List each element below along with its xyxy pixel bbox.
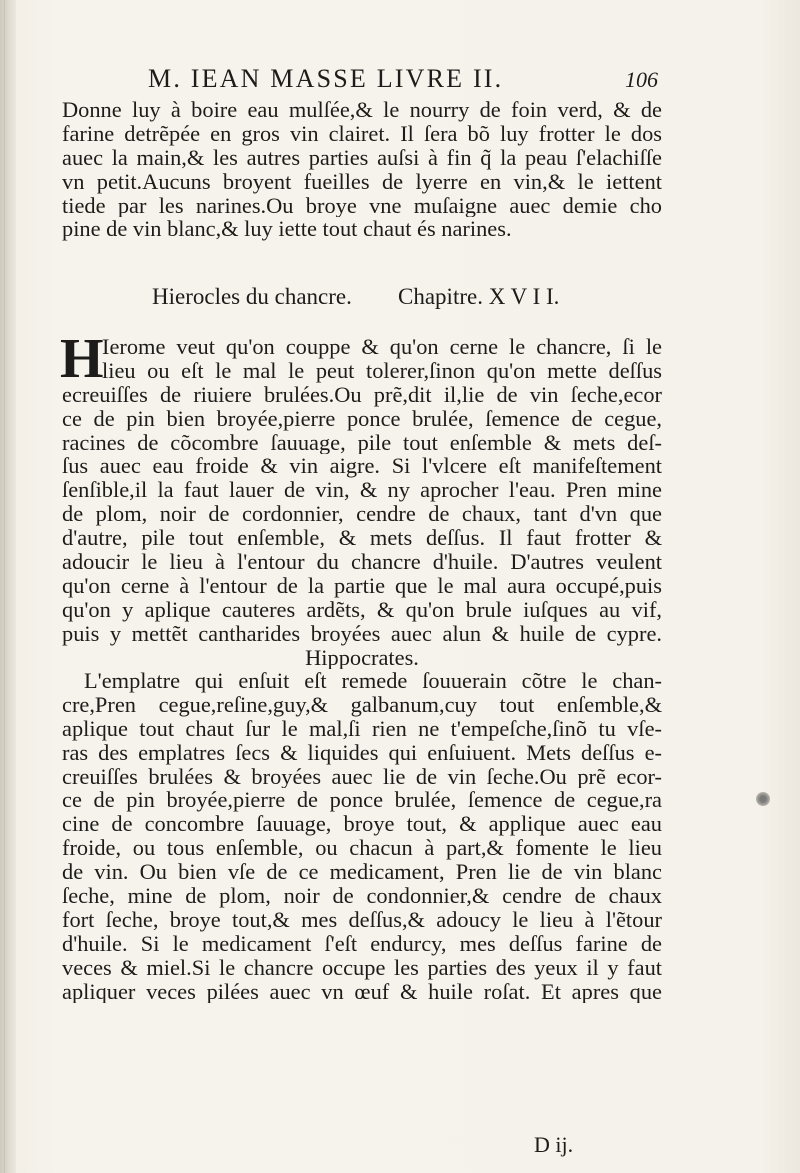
text-line: ſeche, mine de plom, noir de condonnier,& cendre de chaux <box>62 884 662 908</box>
text-line: fort ſeche, broye tout,& mes deſſus,& adoucy le lieu à l'ẽtour <box>62 907 662 932</box>
text-line: adoucir le lieu à l'entour du chancre d'huile. D'autres veulent <box>62 550 662 574</box>
chapter-title: Hierocles du chancre. <box>152 284 352 309</box>
text-line: de vin. Ou bien vſe de ce medicament, Pren lie de vin blanc <box>62 860 662 885</box>
text-line: ſenſible,il la faut lauer de vin, & ny aprocher l'eau. Pren mine <box>62 478 662 503</box>
section-subheading: Hippocrates. <box>305 645 419 670</box>
page-header <box>148 64 658 96</box>
drop-cap-letter: H <box>60 328 104 390</box>
text-line: lieu ou eſt le mal le peut tolerer,ſinon qu'on mette deſſus <box>102 358 662 383</box>
running-title: M. IEAN MASSE LIVRE II. <box>148 64 504 93</box>
text-line: pine de vin blanc,& luy iette tout chaut és narines. <box>62 217 512 242</box>
text-line: ras des emplatres ſecs & liquides qui enſuiuent. Mets deſſus e- <box>62 740 662 765</box>
text-line: qu'on y aplique cauteres ardẽts, & qu'on brule iuſques au vif, <box>62 597 662 622</box>
text-line: d'autre, pile tout enſemble, & mets deſſus. Il faut frotter & <box>62 526 662 551</box>
text-line: ſus auec eau froide & vin aigre. Si l'vlcere eſt manifeſtement <box>62 454 662 479</box>
text-line: apliquer veces pilées auec vn œuf & huile roſat. Et apres que <box>62 979 662 1004</box>
text-line: tiede par les narines.Ou broye vne muſaigne auec demie cho <box>62 193 662 218</box>
paragraph-2 <box>60 328 662 670</box>
text-line: puis y mettẽt cantharides broyées auec alun & huile de cypre. <box>62 621 662 646</box>
page-spine-shadow <box>0 0 16 1173</box>
paragraph-3 <box>62 669 662 1003</box>
text-line: racines de cõcombre ſauuage, pile tout enſemble & mets deſ- <box>62 430 662 455</box>
text-line: aplique tout chaut ſur le mal,ſi rien ne t'empeſche,ſinõ tu vſe- <box>62 716 662 741</box>
ink-blot <box>756 792 770 806</box>
text-line: Donne luy à boire eau mulſée,& le nourry de foin verd, & de <box>62 98 662 122</box>
text-line: veces & miel.Si le chancre occupe les parties des yeux il y faut <box>62 955 662 980</box>
text-line: cre,Pren cegue,reſine,guy,& galbanum,cuy tout enſemble,& <box>62 692 662 717</box>
text-line: creuiſſes brulées & broyées auec lie de vin ſeche.Ou prẽ ecor- <box>62 764 662 789</box>
signature-mark: D ij. <box>534 1132 574 1157</box>
chapter-heading <box>152 284 612 312</box>
text-line: auec la main,& les autres parties auſsi à fin q̃ la peau ſ'elachiſſe <box>62 145 662 170</box>
gutter-line <box>4 0 5 1173</box>
paragraph-1 <box>62 98 662 241</box>
text-line: d'huile. Si le medicament ſ'eſt endurcy, mes deſſus farine de <box>62 931 662 956</box>
text-line: froide, ou tous enſemble, ou chacun à part,& fomente le lieu <box>62 836 662 861</box>
text-line: qu'on cerne à l'entour de la partie que le mal aura occupé,puis <box>62 573 662 598</box>
text-line: de plom, noir de cordonnier, cendre de chaux, tant d'vn que <box>62 502 662 527</box>
text-line: ecreuiſſes de riuiere brulées.Ou prẽ,dit il,lie de vin ſeche,ecor <box>62 382 662 407</box>
text-line: farine detrẽpée en gros vin clairet. Il ſera bõ luy frotter le dos <box>62 121 662 146</box>
text-line: Ierome veut qu'on couppe & qu'on cerne le chancre, ſi le <box>102 335 662 359</box>
text-line: L'emplatre qui enſuit eſt remede ſouuerain cõtre le chan- <box>84 669 662 693</box>
text-line: vn petit.Aucuns broyent fueilles de lyerre en vin,& le iettent <box>62 169 662 194</box>
text-line: ce de pin bien broyée,pierre ponce brulée, ſemence de cegue, <box>62 406 662 431</box>
folio-number: 106 <box>625 67 658 92</box>
chapter-number: Chapitre. X V I I. <box>398 284 560 309</box>
text-line: cine de concombre ſauuage, broye tout, & applique auec eau <box>62 812 662 837</box>
text-line: ce de pin broyée,pierre de ponce brulée, ſemence de cegue,ra <box>62 788 662 813</box>
